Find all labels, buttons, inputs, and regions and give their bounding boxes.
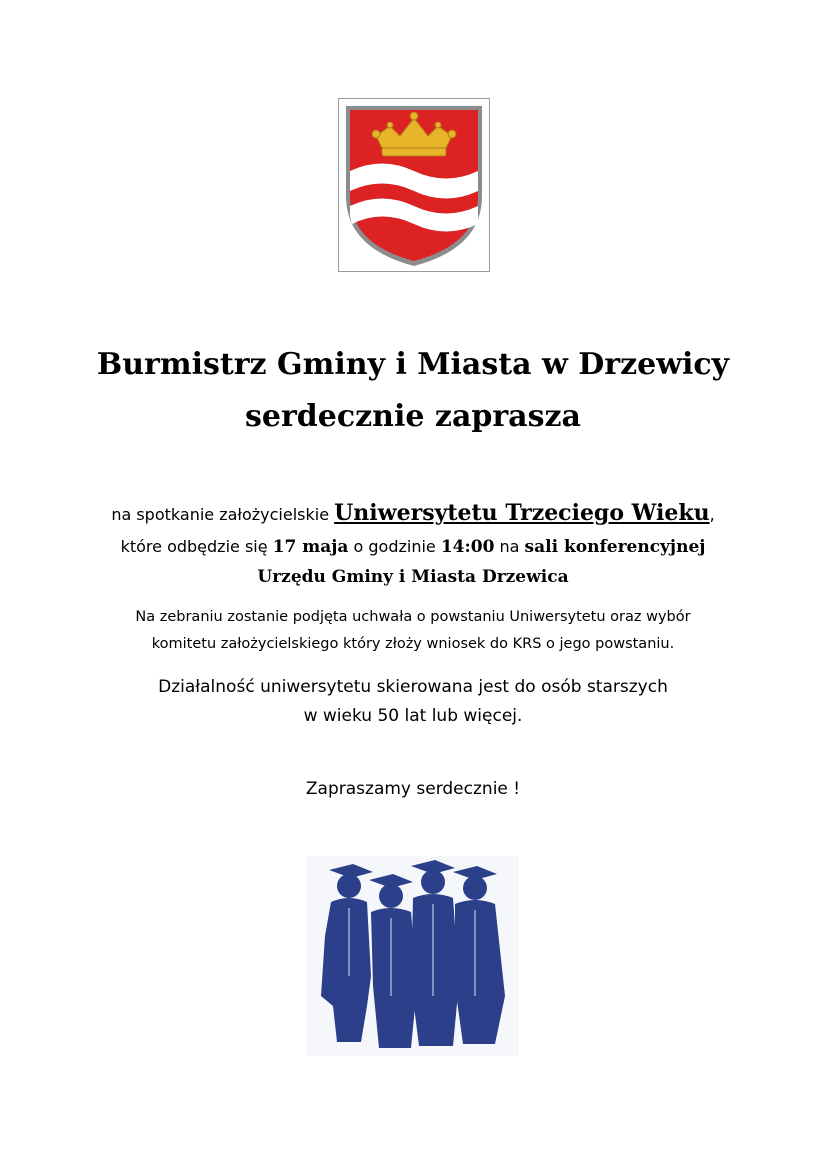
meeting-line-2: komitetu założycielskiego który złoży wniosek do KRS o jego powstaniu. — [151, 636, 675, 652]
heading-line-2: serdecznie zaprasza — [245, 399, 581, 434]
event-date: 17 maja — [272, 537, 349, 557]
graduates-silhouette-icon — [307, 856, 519, 1056]
invitation-comma: , — [709, 505, 715, 524]
meeting-line-1: Na zebraniu zostanie podjęta uchwała o powstaniu Uniwersytetu oraz wybór — [135, 609, 691, 625]
invitation-line-2 — [0, 537, 826, 557]
audience-line-1: Działalność uniwersytetu skierowana jest do osób starszych — [158, 677, 668, 697]
invitation-line-1 — [0, 500, 826, 526]
event-time: 14:00 — [440, 537, 495, 557]
date-prefix: które odbędzie się — [120, 537, 273, 556]
audience-line-2: w wieku 50 lat lub więcej. — [303, 706, 523, 726]
coat-of-arms-icon — [338, 98, 490, 272]
time-prefix: o godzinie — [348, 537, 441, 556]
closing-text: Zapraszamy serdecznie ! — [305, 779, 521, 799]
invitation-line-3: Urzędu Gminy i Miasta Drzewica — [257, 567, 569, 587]
place-prefix: na — [494, 537, 525, 556]
university-name: Uniwersytetu Trzeciego Wieku — [334, 500, 710, 526]
event-place: sali konferencyjnej — [524, 537, 706, 557]
invitation-prefix: na spotkanie założycielskie — [111, 505, 335, 524]
heading-line-1: Burmistrz Gminy i Miasta w Drzewicy — [96, 347, 730, 382]
